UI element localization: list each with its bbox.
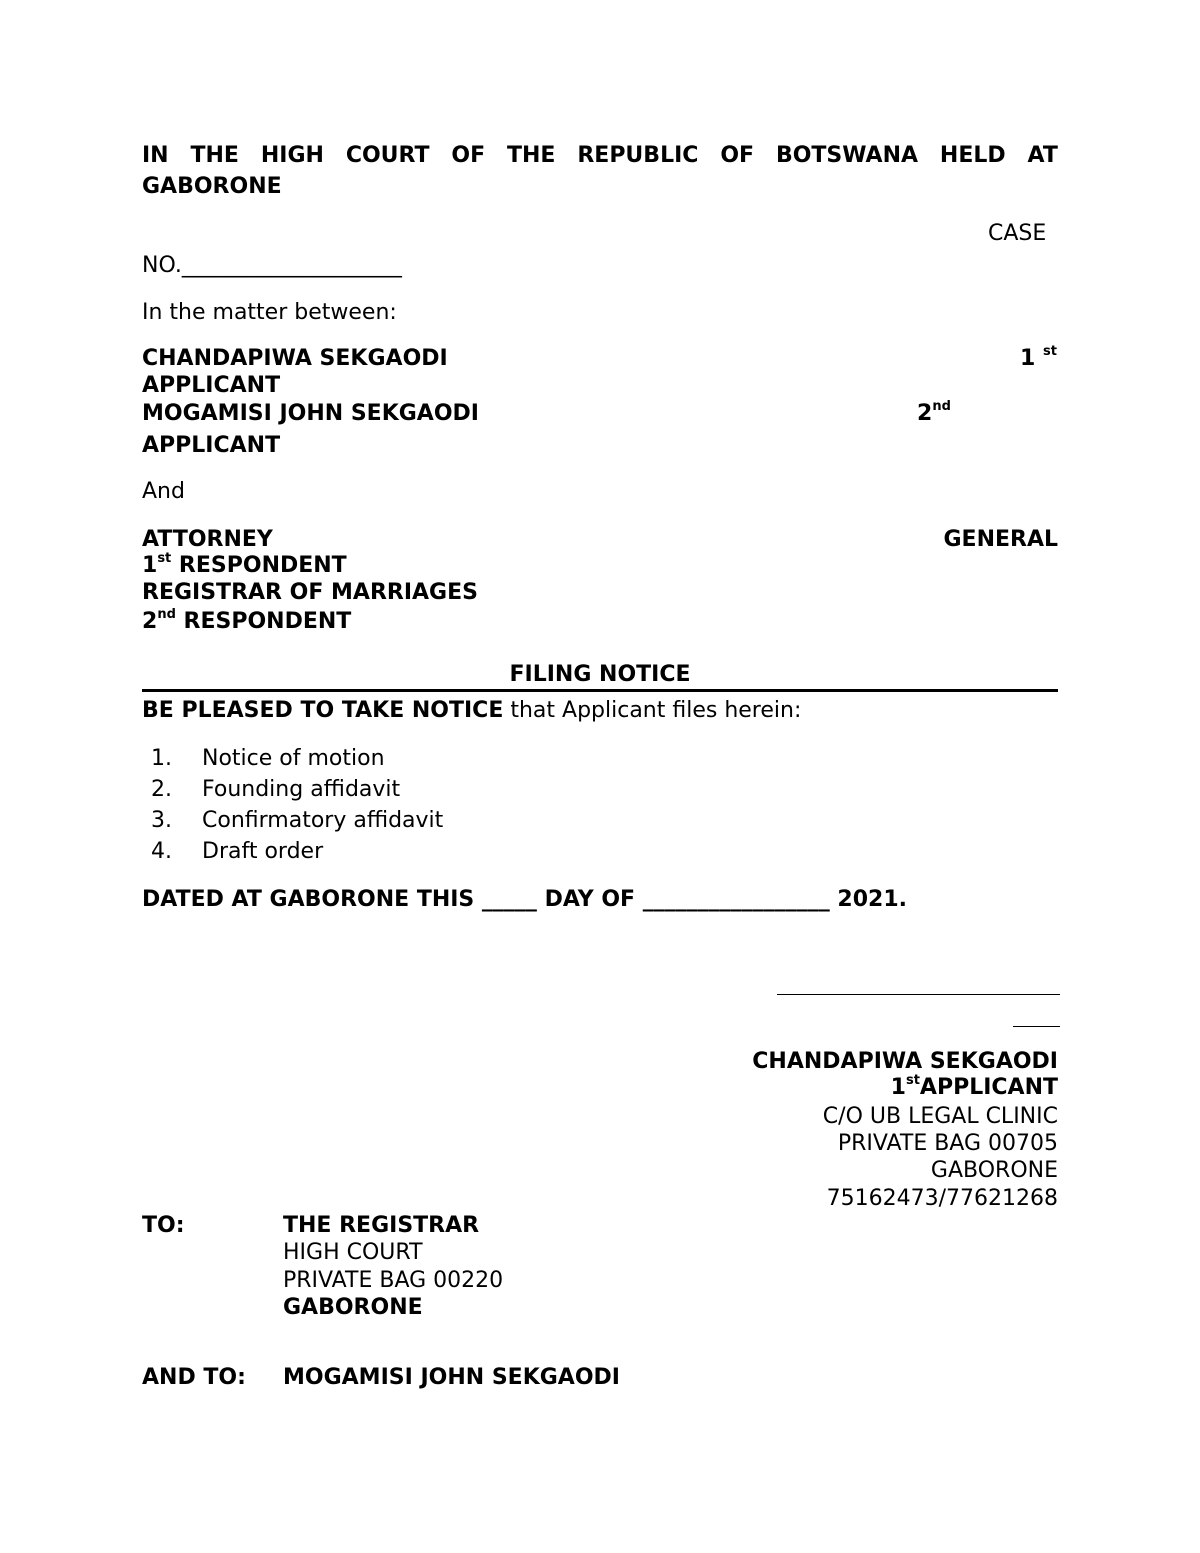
heading-word: COURT xyxy=(345,143,430,168)
dated-line: DATED AT GABORONE THIS _____ DAY OF _________________ 2021. xyxy=(142,887,907,912)
case-number-field: NO.____________________ xyxy=(142,253,402,278)
signatory-address-line: PRIVATE BAG 00705 xyxy=(837,1131,1058,1156)
applicant-2-name: MOGAMISI JOHN SEKGAODI xyxy=(142,401,479,426)
respondent-1-name: ATTORNEY GENERAL xyxy=(142,527,1058,552)
applicant-1-role: APPLICANT xyxy=(142,373,281,398)
to-address-line: PRIVATE BAG 00220 xyxy=(283,1268,504,1293)
heading-word: HIGH xyxy=(260,143,324,168)
title-rule xyxy=(142,689,1058,692)
signature-line xyxy=(777,994,1060,995)
and-text: And xyxy=(142,479,185,504)
signatory-phone: 75162473/77621268 xyxy=(826,1186,1058,1211)
heading-word: IN xyxy=(142,143,169,168)
signatory-name: CHANDAPIWA SEKGAODI xyxy=(752,1049,1058,1074)
list-item: 1. Notice of motion xyxy=(151,746,385,771)
heading-word: OF xyxy=(451,143,486,168)
list-item: 4. Draft order xyxy=(151,839,324,864)
to-label: TO: xyxy=(142,1213,185,1238)
to-city: GABORONE xyxy=(283,1295,423,1320)
heading-word: HELD xyxy=(939,143,1006,168)
heading-word: THE xyxy=(190,143,239,168)
and-to-label: AND TO: xyxy=(142,1365,246,1390)
list-item: 2. Founding affidavit xyxy=(151,777,401,802)
court-heading-line2: GABORONE xyxy=(142,174,282,199)
applicant-1-name: CHANDAPIWA SEKGAODI xyxy=(142,346,448,371)
heading-word: THE xyxy=(507,143,556,168)
list-item: 3. Confirmatory affidavit xyxy=(151,808,444,833)
to-recipient-name: THE REGISTRAR xyxy=(283,1213,480,1238)
applicant-2-role: APPLICANT xyxy=(142,433,281,458)
matter-between: In the matter between: xyxy=(142,300,397,325)
applicant-1-ordinal: 1 $^{st}$ xyxy=(1020,344,1057,371)
heading-word: OF xyxy=(720,143,755,168)
respondent-2-name: REGISTRAR OF MARRIAGES xyxy=(142,580,478,605)
signatory-address-line: C/O UB LEGAL CLINIC xyxy=(822,1104,1058,1129)
respondent-1-role: 1st RESPONDENT xyxy=(142,551,347,578)
signature-line-continuation xyxy=(1013,1026,1060,1027)
to-address-line: HIGH COURT xyxy=(283,1240,423,1265)
filing-notice-title: FILING NOTICE xyxy=(509,662,691,687)
signatory-address-line: GABORONE xyxy=(930,1158,1058,1183)
signatory-role: 1stAPPLICANT xyxy=(890,1073,1058,1100)
heading-word: REPUBLIC xyxy=(577,143,699,168)
and-to-recipient-name: MOGAMISI JOHN SEKGAODI xyxy=(283,1365,620,1390)
applicant-2-ordinal: 2nd xyxy=(917,399,951,426)
respondent-2-role: 2nd RESPONDENT xyxy=(142,607,352,634)
case-label: CASE xyxy=(988,221,1047,246)
heading-word: AT xyxy=(1027,143,1058,168)
court-heading-line1 xyxy=(142,145,1058,167)
notice-intro: BE PLEASED TO TAKE NOTICE that Applicant files herein: xyxy=(142,698,802,723)
heading-word: BOTSWANA xyxy=(775,143,919,168)
